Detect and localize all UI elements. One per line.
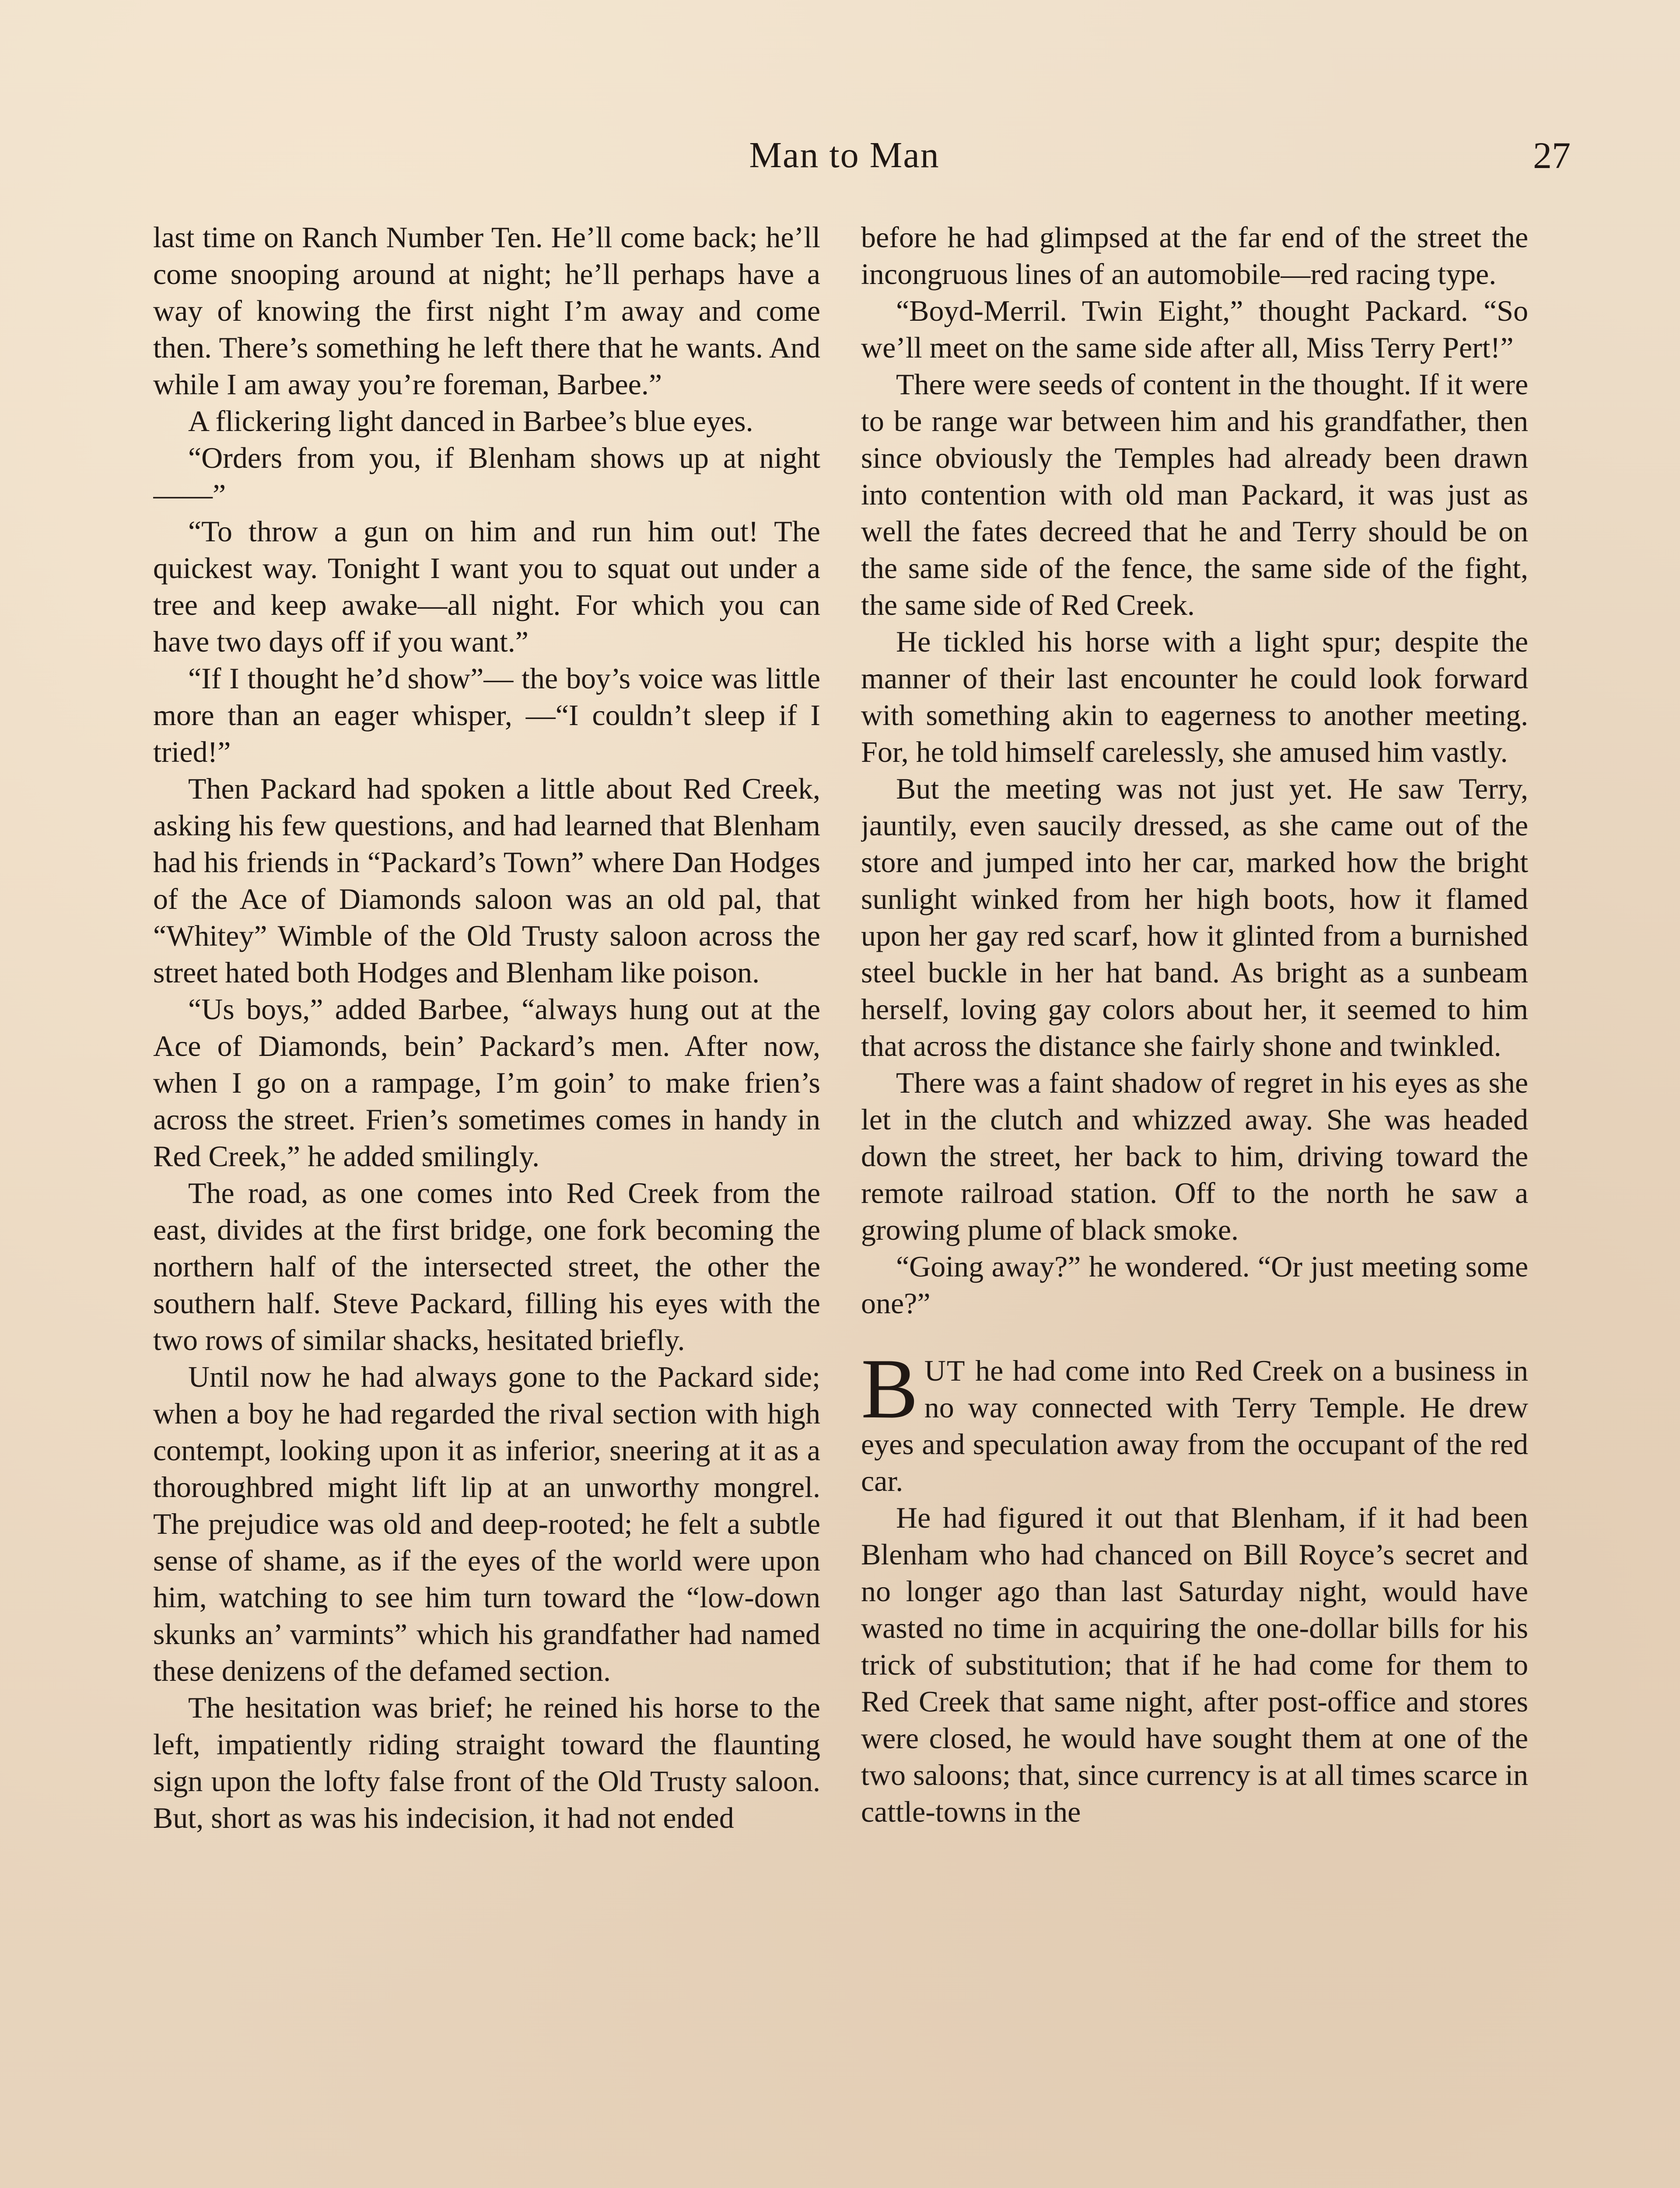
paragraph: There was a faint shadow of regret in his eyes as she let in the clutch and whizzed away. She was headed down the street, her back to him, driving toward the remote railroad station. Off to the north he saw a growing plume of black smoke. (861, 1066, 1528, 1246)
paragraph: The hesitation was brief; he reined his horse to the left, impatiently riding straight toward the flaunting sign upon the lofty false front of the Old Trusty saloon. But, short as was his indecision, it had not ended (153, 1691, 820, 1834)
paragraph: “Us boys,” added Barbee, “always hung out at the Ace of Diamonds, bein’ Packard’s men. After now, when I go on a rampage, I’m goin’ to make frien’s across the street. Frien’s sometimes comes in handy in Red Creek,” he added smilingly. (153, 992, 820, 1173)
running-title: Man to Man (749, 135, 940, 175)
paragraph: A flickering light danced in Barbee’s blue eyes. (188, 404, 753, 438)
paragraph: last time on Ranch Number Ten. He’ll come back; he’ll come snooping around at night; he’ll perhaps have a way of knowing the first night I’m away and come then. There’s something he left there that he wants. And while I am away you’re foreman, Barbee.” (153, 221, 820, 401)
paragraph: “If I thought he’d show”— the boy’s voice was little more than an eager whisper, —“I couldn’t sleep if I tried!” (153, 662, 820, 768)
paragraph: He had figured it out that Blenham, if it had been Blenham who had chanced on Bill Royce’s secret and no longer ago than last Saturday night, would have wasted no time in acquiring the one-dollar bills for his trick of substitution; that if he had come for them to Red Creek that same night, after post-office and stores were closed, he would have sought them at one of the two saloons; that, since currency is at all times scarce in cattle-towns in the (861, 1501, 1528, 1828)
paragraph: “Going away?” he wondered. “Or just meeting some one?” (861, 1250, 1528, 1320)
section-opening-paragraph (861, 1341, 1528, 1499)
paragraph: There were seeds of content in the thought. If it were to be range war between him and his grandfather, then since obviously the Temples had already been drawn into contention with old man Packard, it was just as well the fates decreed that he and Terry should be on the same side of the fence, the same side of the fight, the same side of Red Creek. (861, 368, 1528, 621)
drop-cap: B (861, 1341, 918, 1436)
page-number: 27 (1533, 134, 1571, 176)
paragraph: “To throw a gun on him and run him out! The quickest way. Tonight I want you to squat out under a tree and keep awake—all night. For which you can have two days off if you want.” (153, 515, 820, 658)
paragraph: “Boyd-Merril. Twin Eight,” thought Packard. “So we’ll meet on the same side after all, Miss Terry Pert!” (861, 294, 1528, 364)
paragraph: “Orders from you, if Blenham shows up at night——” (153, 441, 820, 511)
section-opening-text: he had come into Red Creek on a business in no way connected with Terry Temple. He drew eyes and speculation away from the occupant of the red car. (861, 1354, 1528, 1497)
paragraph: He tickled his horse with a light spur; despite the manner of their last encounter he could look forward with something akin to eagerness to another meeting. For, he told himself carelessly, she amused him vastly. (861, 625, 1528, 768)
paragraph: The road, as one comes into Red Creek from the east, divides at the first bridge, one fork becoming the northern half of the intersected street, the other the southern half. Steve Packard, filling his eyes with the two rows of similar shacks, hesitated briefly. (153, 1176, 820, 1357)
left-column (153, 219, 820, 2188)
right-column (861, 219, 1528, 2188)
page-header (0, 131, 1680, 184)
paragraph: before he had glimpsed at the far end of the street the incongruous lines of an automobile—red racing type. (861, 221, 1528, 291)
paragraph: Until now he had always gone to the Packard side; when a boy he had regarded the rival section with high contempt, looking upon it as inferior, sneering at it as a thoroughbred might lift lip at an unworthy mongrel. The prejudice was old and deep-rooted; he felt a subtle sense of shame, as if the eyes of the world were upon him, watching to see him turn toward the “low-down skunks an’ varmints” which his grandfather had named these denizens of the defamed section. (153, 1360, 820, 1687)
paragraph: Then Packard had spoken a little about Red Creek, asking his few questions, and had learned that Blenham had his friends in “Packard’s Town” where Dan Hodges of the Ace of Diamonds saloon was an old pal, that “Whitey” Wimble of the Old Trusty saloon across the street hated both Hodges and Blenham like poison. (153, 772, 820, 989)
paragraph: But the meeting was not just yet. He saw Terry, jauntily, even saucily dressed, as she came out of the store and jumped into her car, marked how the bright sunlight winked from her high boots, how it flamed upon her gay red scarf, how it glinted from a burnished steel buckle in her hat band. As bright as a sunbeam herself, loving gay colors about her, it seemed to him that across the distance she fairly shone and twinkled. (861, 772, 1528, 1062)
section-smallcaps: UT (924, 1354, 966, 1387)
